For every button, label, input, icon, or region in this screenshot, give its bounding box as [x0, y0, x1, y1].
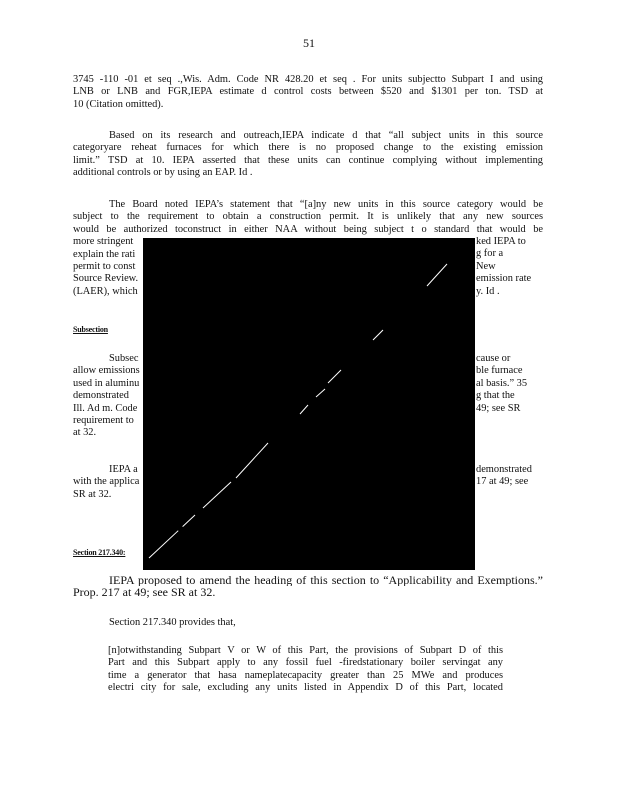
text-line: SR at 32.	[73, 488, 112, 500]
text-fragment: 17 at 49; see	[476, 476, 529, 488]
scan-artifact-line	[143, 238, 475, 570]
block-quote	[108, 645, 503, 695]
paragraph-6	[73, 574, 543, 599]
subsection-heading: Subsection	[73, 325, 108, 334]
text-fragment: y. Id .	[476, 285, 500, 297]
paragraph-5-right-fragments	[476, 464, 546, 489]
text-line: Section 217.340 provides that,	[109, 617, 236, 628]
text-fragment: al basis.” 35	[476, 377, 528, 389]
text-line: demonstrated	[73, 390, 129, 402]
text-line: Subsec	[109, 353, 139, 364]
text-line: requirement to	[73, 415, 134, 427]
text-line: additional controls or by using an EAP. Id .	[73, 167, 253, 179]
text-line: Part and this Subpart apply to any fossil fuel -firedstationary boiler servingat any	[108, 657, 503, 669]
text-line: IEPA a	[109, 464, 138, 475]
text-line: [n]otwithstanding Subpart V or W of this Part, the provisions of Subpart D of this	[108, 645, 503, 656]
text-line: Based on its research and outreach,IEPA indicate d that “all subject units in this source	[109, 130, 543, 141]
text-line: 10 (Citation omitted).	[73, 98, 164, 110]
text-fragment: cause or	[476, 353, 511, 364]
text-line: would be authorized toconstruct in either NAA without being subject t o standard that would be	[73, 223, 543, 235]
text-line: permit to const	[73, 261, 136, 273]
paragraph-4-right-fragments	[476, 353, 546, 415]
text-line: Source Review.	[73, 273, 139, 285]
text-line: time a generator that hasa nameplatecapacity greater than 25 MWe and produces	[108, 669, 503, 681]
page-number: 51	[303, 36, 315, 50]
text-fragment: 49; see SR	[476, 402, 521, 414]
text-fragment: ked IEPA to	[476, 236, 526, 247]
text-line: limit.” TSD at 10. IEPA asserted that these units can continue complying without implementing	[73, 154, 543, 166]
text-line: categoryare reheat furnaces for which there is no proposed change to the existing emission	[73, 142, 543, 154]
text-line: (LAER), which	[73, 285, 138, 297]
text-fragment: demonstrated	[476, 464, 532, 475]
text-fragment: g that the	[476, 390, 515, 402]
text-line: used in aluminu	[73, 377, 140, 389]
section-heading: Section 217.340:	[73, 548, 126, 557]
text-fragment: ble furnace	[476, 365, 523, 377]
paragraph-3-right-fragments	[476, 236, 546, 298]
text-line: Ill. Ad m. Code	[73, 402, 138, 414]
paragraph-7	[73, 617, 543, 629]
text-line: LNB or LNB and FGR,IEPA estimate d control costs between $520 and $1301 per ton. TSD at	[73, 86, 543, 98]
paragraph-2	[73, 130, 543, 180]
paragraph-1	[73, 74, 543, 111]
text-fragment: New	[476, 260, 496, 272]
text-fragment: emission rate	[476, 273, 532, 285]
text-line: Prop. 217 at 49; see SR at 32.	[73, 586, 216, 599]
text-fragment: g for a	[476, 248, 504, 260]
text-line: IEPA proposed to amend the heading of this section to “Applicability and Exemptions.”	[109, 574, 543, 587]
text-line: allow emissions	[73, 365, 140, 377]
text-line: 3745 -110 -01 et seq .,Wis. Adm. Code NR 428.20 et seq . For units subjectto Subpart I and using	[73, 74, 543, 85]
text-line: explain the rati	[73, 248, 136, 260]
text-line: The Board noted IEPA’s statement that “[a]ny new units in this source category would be	[109, 199, 543, 210]
text-line: at 32.	[73, 427, 97, 439]
text-line: subject to the requirement to obtain a construction permit. It is unlikely that any new sources	[73, 211, 543, 223]
text-line: electri city for sale, excluding any units listed in Appendix D of this Part, located	[108, 682, 503, 694]
redaction-box	[143, 238, 475, 570]
text-line: with the applica	[73, 476, 140, 488]
text-line: more stringent	[73, 236, 134, 248]
